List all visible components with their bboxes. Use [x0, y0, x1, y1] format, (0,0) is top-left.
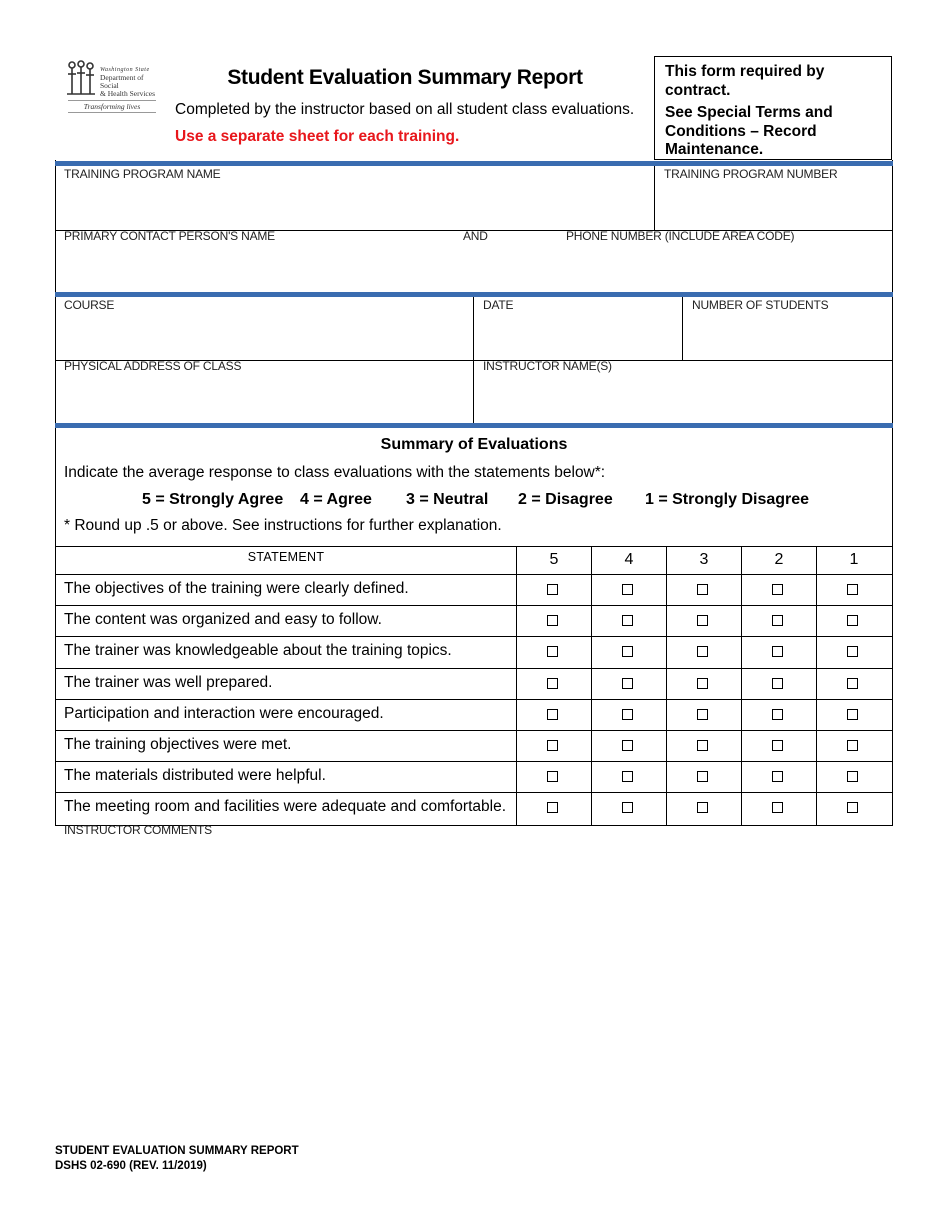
rating-checkbox-1[interactable]: [847, 771, 858, 782]
contract-required-text: This form required by contract.: [665, 63, 825, 99]
instructor-comments-field[interactable]: INSTRUCTOR COMMENTS: [64, 823, 212, 837]
rating-checkbox-4[interactable]: [622, 584, 633, 595]
field-divider: [654, 166, 655, 230]
primary-contact-field[interactable]: PRIMARY CONTACT PERSON'S NAME: [64, 229, 275, 243]
statement-text: The content was organized and easy to follow.: [64, 611, 382, 628]
special-terms-text: See Special Terms and Conditions – Record Maintenance.: [665, 104, 833, 158]
agency-name: Washington State Department of Social & Health Services: [100, 67, 155, 98]
rating-checkbox-3[interactable]: [697, 771, 708, 782]
page-subtitle: Completed by the instructor based on all student class evaluations.: [175, 101, 635, 118]
date-field[interactable]: DATE: [483, 298, 514, 312]
row-divider: [55, 761, 893, 762]
rating-checkbox-3[interactable]: [697, 678, 708, 689]
footer-form-title: STUDENT EVALUATION SUMMARY REPORT: [55, 1145, 299, 1157]
logo-tagline: Transforming lives: [68, 100, 156, 113]
rating-checkbox-1[interactable]: [847, 584, 858, 595]
rating-header-3: 3: [699, 551, 709, 568]
rating-checkbox-2[interactable]: [772, 740, 783, 751]
separate-sheet-warning: Use a separate sheet for each training.: [175, 128, 460, 145]
physical-address-field[interactable]: PHYSICAL ADDRESS OF CLASS: [64, 359, 242, 373]
rating-checkbox-3[interactable]: [697, 740, 708, 751]
contract-notice: [654, 56, 892, 160]
statement-text: Participation and interaction were encouraged.: [64, 705, 384, 722]
column-divider: [816, 546, 817, 825]
row-divider: [55, 792, 893, 793]
and-label: AND: [463, 229, 488, 243]
row-divider: [55, 636, 893, 637]
training-program-number-field[interactable]: TRAINING PROGRAM NUMBER: [664, 167, 838, 181]
rating-checkbox-3[interactable]: [697, 584, 708, 595]
rating-checkbox-5[interactable]: [547, 771, 558, 782]
rating-header-5: 5: [549, 551, 559, 568]
scale-5: 5 = Strongly Agree: [142, 491, 284, 508]
people-logo-icon: [64, 60, 98, 98]
row-divider: [55, 699, 893, 700]
rating-checkbox-3[interactable]: [697, 802, 708, 813]
rating-checkbox-4[interactable]: [622, 740, 633, 751]
rating-checkbox-2[interactable]: [772, 709, 783, 720]
column-divider: [741, 546, 742, 825]
number-of-students-field[interactable]: NUMBER OF STUDENTS: [692, 298, 829, 312]
rating-header-1: 1: [849, 551, 859, 568]
training-program-name-field[interactable]: TRAINING PROGRAM NAME: [64, 167, 221, 181]
rating-checkbox-1[interactable]: [847, 740, 858, 751]
statement-text: The training objectives were met.: [64, 736, 292, 753]
rating-checkbox-5[interactable]: [547, 615, 558, 626]
rating-checkbox-1[interactable]: [847, 709, 858, 720]
column-divider: [591, 546, 592, 825]
instructor-names-field[interactable]: INSTRUCTOR NAME(S): [483, 359, 612, 373]
scale-2: 2 = Disagree: [518, 491, 613, 508]
rating-header-4: 4: [624, 551, 634, 568]
rating-checkbox-1[interactable]: [847, 802, 858, 813]
summary-instruction: Indicate the average response to class evaluations with the statements below*:: [64, 464, 606, 481]
statement-text: The trainer was knowledgeable about the training topics.: [64, 642, 452, 659]
page-title: Student Evaluation Summary Report: [227, 66, 583, 89]
row-divider: [55, 574, 893, 575]
section-divider: [55, 423, 893, 428]
statement-text: The objectives of the training were clearly defined.: [64, 580, 409, 597]
rating-checkbox-4[interactable]: [622, 709, 633, 720]
rating-checkbox-2[interactable]: [772, 771, 783, 782]
rating-checkbox-4[interactable]: [622, 646, 633, 657]
section-divider: [55, 161, 893, 166]
phone-number-field[interactable]: PHONE NUMBER (INCLUDE AREA CODE): [566, 229, 795, 243]
footer-form-number: DSHS 02-690 (REV. 11/2019): [55, 1160, 207, 1172]
column-divider: [516, 546, 517, 825]
statement-header: STATEMENT: [247, 550, 325, 564]
rounding-note: * Round up .5 or above. See instructions for further explanation.: [64, 517, 502, 534]
rating-checkbox-3[interactable]: [697, 615, 708, 626]
rating-header-2: 2: [774, 551, 784, 568]
rating-checkbox-1[interactable]: [847, 678, 858, 689]
rating-checkbox-2[interactable]: [772, 615, 783, 626]
section-divider: [55, 292, 893, 297]
statement-text: The trainer was well prepared.: [64, 674, 273, 691]
rating-checkbox-2[interactable]: [772, 802, 783, 813]
rating-checkbox-5[interactable]: [547, 802, 558, 813]
rating-checkbox-5[interactable]: [547, 740, 558, 751]
rating-checkbox-4[interactable]: [622, 615, 633, 626]
statement-text: The meeting room and facilities were adequate and comfortable.: [64, 798, 506, 815]
dshs-logo: [64, 60, 158, 112]
rating-checkbox-2[interactable]: [772, 646, 783, 657]
rating-checkbox-5[interactable]: [547, 678, 558, 689]
rating-checkbox-3[interactable]: [697, 709, 708, 720]
course-field[interactable]: COURSE: [64, 298, 115, 312]
rating-checkbox-5[interactable]: [547, 584, 558, 595]
column-divider: [666, 546, 667, 825]
field-divider: [682, 297, 683, 360]
table-top-border: [55, 546, 893, 547]
scale-3: 3 = Neutral: [406, 491, 489, 508]
rating-checkbox-2[interactable]: [772, 584, 783, 595]
rating-checkbox-4[interactable]: [622, 802, 633, 813]
row-divider: [55, 730, 893, 731]
rating-checkbox-5[interactable]: [547, 646, 558, 657]
rating-checkbox-1[interactable]: [847, 646, 858, 657]
row-divider: [55, 668, 893, 669]
scale-1: 1 = Strongly Disagree: [645, 491, 810, 508]
scale-4: 4 = Agree: [300, 491, 372, 508]
rating-checkbox-1[interactable]: [847, 615, 858, 626]
rating-checkbox-4[interactable]: [622, 771, 633, 782]
statement-text: The materials distributed were helpful.: [64, 767, 326, 784]
rating-checkbox-4[interactable]: [622, 678, 633, 689]
row-divider: [55, 605, 893, 606]
summary-title: Summary of Evaluations: [380, 436, 568, 453]
rating-checkbox-5[interactable]: [547, 709, 558, 720]
rating-checkbox-3[interactable]: [697, 646, 708, 657]
rating-checkbox-2[interactable]: [772, 678, 783, 689]
